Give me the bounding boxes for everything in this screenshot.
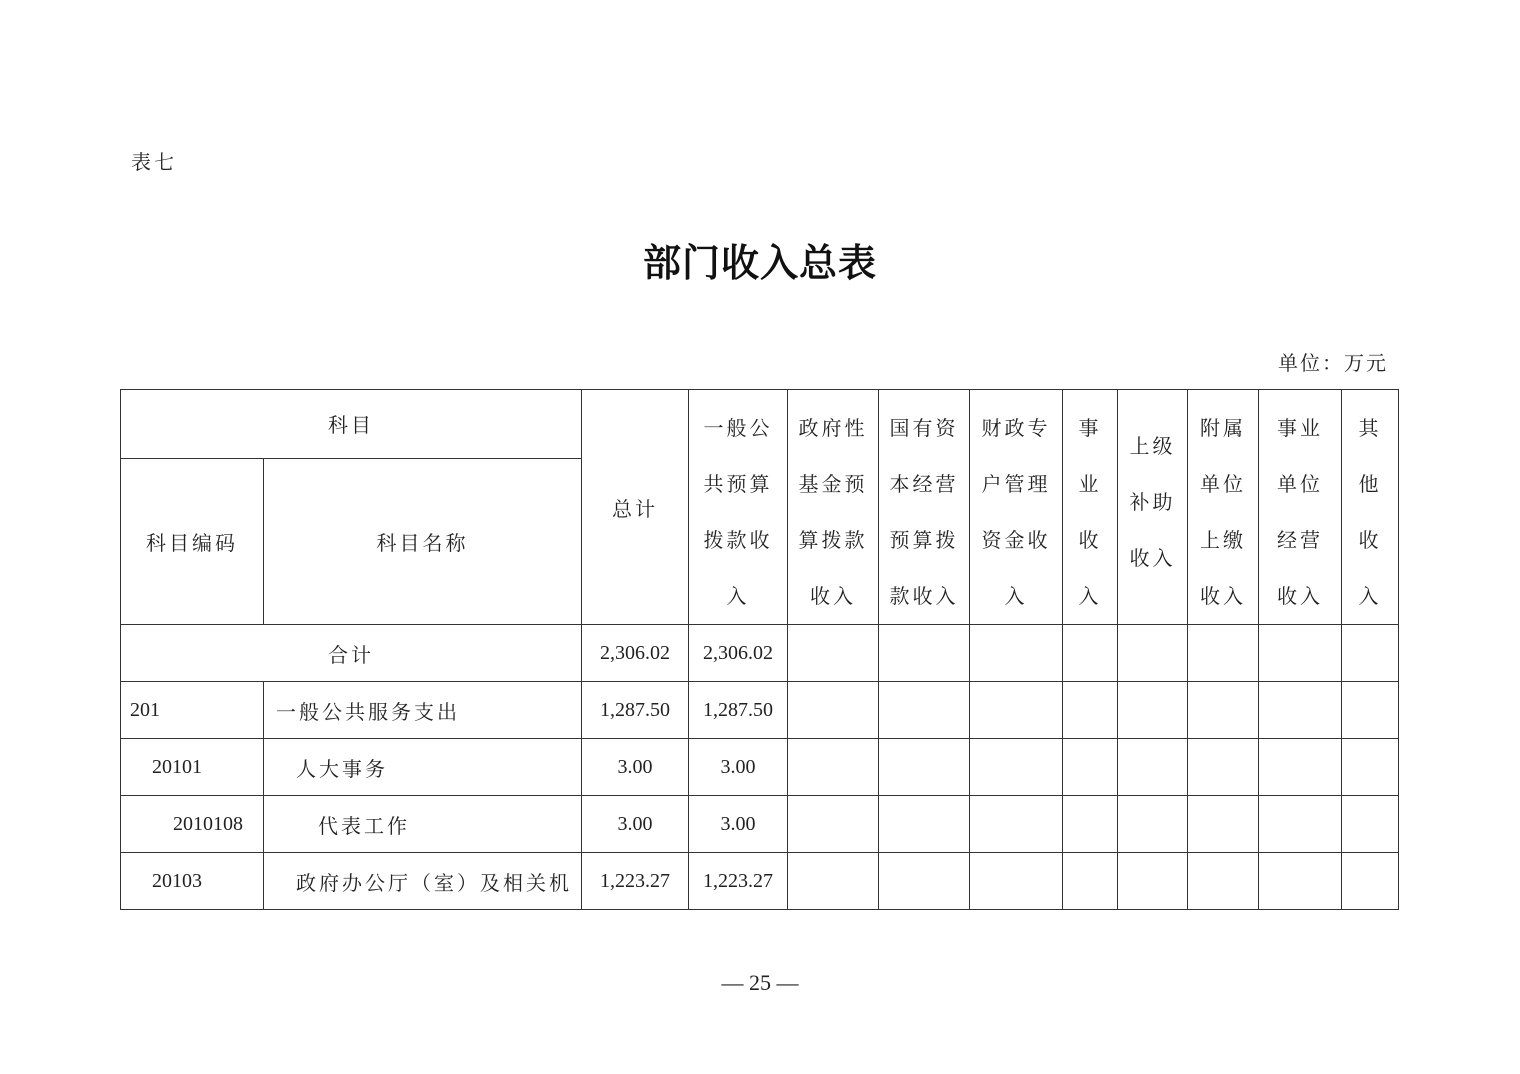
page-number: — 25 — bbox=[721, 970, 799, 995]
empty-cell bbox=[970, 739, 1063, 796]
table-row bbox=[121, 853, 1399, 910]
empty-cell bbox=[1118, 796, 1188, 853]
total-label: 合计 bbox=[121, 625, 582, 682]
empty-cell bbox=[788, 796, 879, 853]
header-subject-name: 科目名称 bbox=[264, 458, 582, 624]
header-subject-code: 科目编码 bbox=[121, 458, 264, 624]
total-cell: 2,306.02 bbox=[582, 625, 689, 682]
total-row bbox=[121, 625, 1399, 682]
subject-code-cell: 20101 bbox=[121, 739, 264, 796]
empty-cell bbox=[788, 625, 879, 682]
empty-cell bbox=[1188, 682, 1259, 739]
empty-cell bbox=[1063, 739, 1118, 796]
empty-cell bbox=[1342, 796, 1399, 853]
empty-cell bbox=[1342, 739, 1399, 796]
empty-cell bbox=[1063, 853, 1118, 910]
header-superior-subsidy: 上级 补助 收入 bbox=[1118, 390, 1188, 625]
empty-cell bbox=[879, 625, 970, 682]
header-unit-operating: 事业 单位 经营 收入 bbox=[1259, 390, 1342, 625]
empty-cell bbox=[788, 853, 879, 910]
empty-cell bbox=[1342, 625, 1399, 682]
empty-cell bbox=[970, 625, 1063, 682]
empty-cell bbox=[1118, 682, 1188, 739]
empty-cell bbox=[1259, 796, 1342, 853]
empty-cell bbox=[1188, 739, 1259, 796]
empty-cell bbox=[1259, 625, 1342, 682]
empty-cell bbox=[970, 682, 1063, 739]
unit-label: 单位：万元 bbox=[1278, 351, 1388, 375]
empty-cell bbox=[1259, 739, 1342, 796]
header-other-income: 其 他 收 入 bbox=[1342, 390, 1399, 625]
header-special-account: 财政专 户管理 资金收 入 bbox=[970, 390, 1063, 625]
empty-cell bbox=[1118, 739, 1188, 796]
general-budget-cell: 3.00 bbox=[689, 796, 788, 853]
empty-cell bbox=[1188, 625, 1259, 682]
subject-name-cell: 人大事务 bbox=[264, 739, 582, 796]
table-row bbox=[121, 739, 1399, 796]
general-budget-cell: 1,223.27 bbox=[689, 853, 788, 910]
table-row bbox=[121, 796, 1399, 853]
subject-code-cell: 201 bbox=[121, 682, 264, 739]
subject-name-cell: 一般公共服务支出 bbox=[264, 682, 582, 739]
page-title: 部门收入总表 bbox=[642, 241, 877, 285]
empty-cell bbox=[1342, 853, 1399, 910]
header-affiliated-unit: 附属 单位 上缴 收入 bbox=[1188, 390, 1259, 625]
empty-cell bbox=[1063, 682, 1118, 739]
total-cell: 3.00 bbox=[582, 796, 689, 853]
total-cell: 1,287.50 bbox=[582, 682, 689, 739]
empty-cell bbox=[1063, 796, 1118, 853]
empty-cell bbox=[879, 853, 970, 910]
empty-cell bbox=[970, 853, 1063, 910]
subject-code-cell: 20103 bbox=[121, 853, 264, 910]
empty-cell bbox=[1063, 625, 1118, 682]
empty-cell bbox=[879, 682, 970, 739]
header-subject: 科目 bbox=[121, 390, 582, 459]
empty-cell bbox=[1342, 682, 1399, 739]
header-general-budget: 一般公 共预算 拨款收 入 bbox=[689, 390, 788, 625]
total-cell: 1,223.27 bbox=[582, 853, 689, 910]
general-budget-cell: 3.00 bbox=[689, 739, 788, 796]
total-cell: 3.00 bbox=[582, 739, 689, 796]
empty-cell bbox=[970, 796, 1063, 853]
empty-cell bbox=[1188, 853, 1259, 910]
table-label: 表七 bbox=[131, 150, 177, 174]
empty-cell bbox=[1259, 682, 1342, 739]
subject-name-cell: 政府办公厅（室）及相关机 bbox=[264, 853, 582, 910]
income-table bbox=[120, 389, 1399, 910]
header-total: 总计 bbox=[582, 390, 689, 625]
empty-cell bbox=[879, 739, 970, 796]
empty-cell bbox=[1259, 853, 1342, 910]
subject-code-cell: 2010108 bbox=[121, 796, 264, 853]
header-state-capital: 国有资 本经营 预算拨 款收入 bbox=[879, 390, 970, 625]
general-budget-cell: 2,306.02 bbox=[689, 625, 788, 682]
header-business-income: 事 业 收 入 bbox=[1063, 390, 1118, 625]
header-government-fund: 政府性 基金预 算拨款 收入 bbox=[788, 390, 879, 625]
subject-name-cell: 代表工作 bbox=[264, 796, 582, 853]
empty-cell bbox=[1118, 625, 1188, 682]
empty-cell bbox=[1118, 853, 1188, 910]
empty-cell bbox=[879, 796, 970, 853]
table-row bbox=[121, 682, 1399, 739]
empty-cell bbox=[788, 739, 879, 796]
empty-cell bbox=[1188, 796, 1259, 853]
empty-cell bbox=[788, 682, 879, 739]
general-budget-cell: 1,287.50 bbox=[689, 682, 788, 739]
